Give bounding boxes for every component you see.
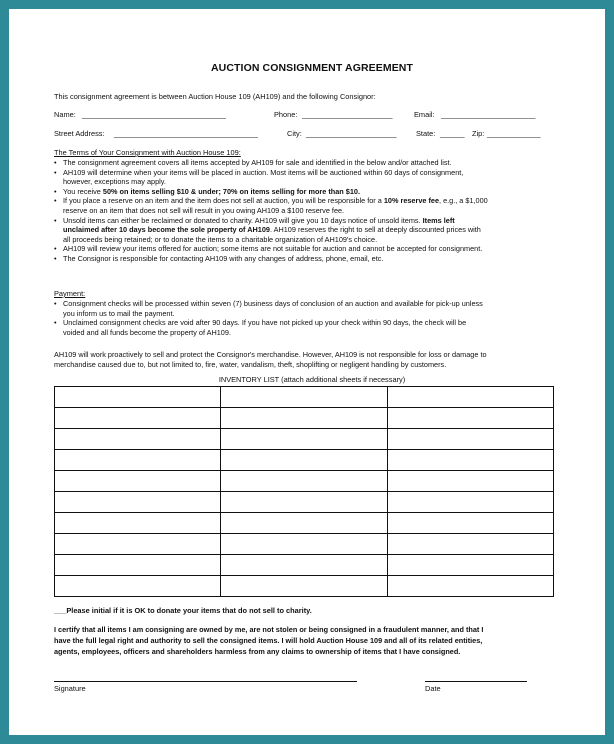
table-cell[interactable] xyxy=(221,576,387,597)
state-field[interactable]: ______ xyxy=(440,129,465,138)
city-label: City: xyxy=(287,129,302,138)
table-cell[interactable] xyxy=(55,513,221,534)
table-row xyxy=(55,513,554,534)
table-cell[interactable] xyxy=(221,450,387,471)
name-field[interactable]: ___________________________________ xyxy=(82,110,226,119)
table-cell[interactable] xyxy=(55,387,221,408)
table-row xyxy=(55,555,554,576)
table-cell[interactable] xyxy=(55,534,221,555)
donate-initial[interactable]: ___Please initial if it is OK to donate your items that do not sell to charity. xyxy=(54,606,312,615)
table-cell[interactable] xyxy=(221,429,387,450)
list-item: • If you place a reserve on an item and the item does not sell at auction, you will be responsible for a 10% reserve fee, e.g., a $1,000 reserve on an item that does not sell will result in you owing AH109 a $100 reserve fee. xyxy=(54,196,570,215)
payment-heading: Payment: xyxy=(54,289,86,298)
table-cell[interactable] xyxy=(55,408,221,429)
table-cell[interactable] xyxy=(387,534,553,555)
certification-paragraph: I certify that all items I am consigning are owned by me, are not stolen or being consigned in a fraudulent manner, and that I have the full legal right and authority to sell the consigned items. I will hold Auction House 109 and all of its related entities, agents, employees, officers and shareholders harmless from any claims to ownership of items that I have consigned. xyxy=(54,625,484,656)
table-cell[interactable] xyxy=(55,429,221,450)
table-cell[interactable] xyxy=(387,408,553,429)
signature-line[interactable] xyxy=(54,681,357,682)
list-item: • Unsold items can either be reclaimed or donated to charity. AH109 will give you 10 days notice of unsold items. Items left unclaimed after 10 days become the sole property of AH109. AH109 reserves the right to sell at deeply discounted prices with all proceeds being retained; or to donate the items to a charitable organization of AH109's choice. xyxy=(54,216,570,245)
email-label: Email: xyxy=(414,110,435,119)
list-item: • Unclaimed consignment checks are void after 90 days. If you have not picked up your check within 90 days, the check will be voided and all funds become the property of AH109. xyxy=(54,318,570,337)
phone-field[interactable]: ______________________ xyxy=(302,110,393,119)
table-cell[interactable] xyxy=(387,450,553,471)
signature-label: Signature xyxy=(54,684,86,693)
table-cell[interactable] xyxy=(55,492,221,513)
table-row xyxy=(55,408,554,429)
city-field[interactable]: ______________________ xyxy=(306,129,397,138)
table-cell[interactable] xyxy=(387,471,553,492)
state-label: State: xyxy=(416,129,436,138)
table-cell[interactable] xyxy=(221,471,387,492)
inventory-title: INVENTORY LIST (attach additional sheets if necessary) xyxy=(218,375,406,384)
payment-list xyxy=(54,299,570,337)
table-row xyxy=(55,534,554,555)
list-item: • The Consignor is responsible for contacting AH109 with any changes of address, phone, email, etc. xyxy=(54,254,570,264)
table-row xyxy=(55,471,554,492)
zip-field[interactable]: _____________ xyxy=(487,129,541,138)
street-field[interactable]: ___________________________________ xyxy=(114,129,258,138)
table-cell[interactable] xyxy=(55,471,221,492)
table-cell[interactable] xyxy=(387,429,553,450)
liability-paragraph: AH109 will work proactively to sell and protect the Consignor's merchandise. However, AH109 is not responsible for loss or damage to merchandise caused due to, but not limited to, fire, water, vandalism, theft, shoplifting or negligent handling by customers. xyxy=(54,350,487,370)
list-item: • You receive 50% on items selling $10 & under; 70% on items selling for more than $10. xyxy=(54,187,570,197)
table-cell[interactable] xyxy=(221,513,387,534)
table-cell[interactable] xyxy=(387,555,553,576)
document-page xyxy=(9,9,605,735)
table-row xyxy=(55,387,554,408)
terms-list xyxy=(54,158,570,264)
table-row xyxy=(55,429,554,450)
table-cell[interactable] xyxy=(221,408,387,429)
email-field[interactable]: _______________________ xyxy=(441,110,536,119)
phone-label: Phone: xyxy=(274,110,298,119)
date-label: Date xyxy=(425,684,441,693)
list-item: • AH109 will determine when your items will be placed in auction. Most items will be auctioned within 60 days of consignment, however, exceptions may apply. xyxy=(54,168,570,187)
list-item: • Consignment checks will be processed within seven (7) business days of conclusion of an auction and available for pick-up unless you inform us to mail the payment. xyxy=(54,299,570,318)
table-row xyxy=(55,492,554,513)
table-row xyxy=(55,576,554,597)
name-label: Name: xyxy=(54,110,76,119)
intro-text: This consignment agreement is between Auction House 109 (AH109) and the following Consignor: xyxy=(54,92,376,101)
table-cell[interactable] xyxy=(221,492,387,513)
zip-label: Zip: xyxy=(472,129,485,138)
table-cell[interactable] xyxy=(221,534,387,555)
street-label: Street Address: xyxy=(54,129,105,138)
table-cell[interactable] xyxy=(387,387,553,408)
table-cell[interactable] xyxy=(55,555,221,576)
table-cell[interactable] xyxy=(387,492,553,513)
table-row xyxy=(55,450,554,471)
list-item: • AH109 will review your items offered for auction; some items are not suitable for auction and cannot be accepted for consignment. xyxy=(54,244,570,254)
table-cell[interactable] xyxy=(221,387,387,408)
page-title: AUCTION CONSIGNMENT AGREEMENT xyxy=(210,62,413,74)
date-line[interactable] xyxy=(425,681,527,682)
table-cell[interactable] xyxy=(55,450,221,471)
table-cell[interactable] xyxy=(221,555,387,576)
inventory-table xyxy=(54,386,554,597)
table-cell[interactable] xyxy=(387,576,553,597)
list-item: • The consignment agreement covers all items accepted by AH109 for sale and identified in the below and/or attached list. xyxy=(54,158,570,168)
terms-heading: The Terms of Your Consignment with Auction House 109: xyxy=(54,148,241,157)
table-cell[interactable] xyxy=(387,513,553,534)
table-cell[interactable] xyxy=(55,576,221,597)
